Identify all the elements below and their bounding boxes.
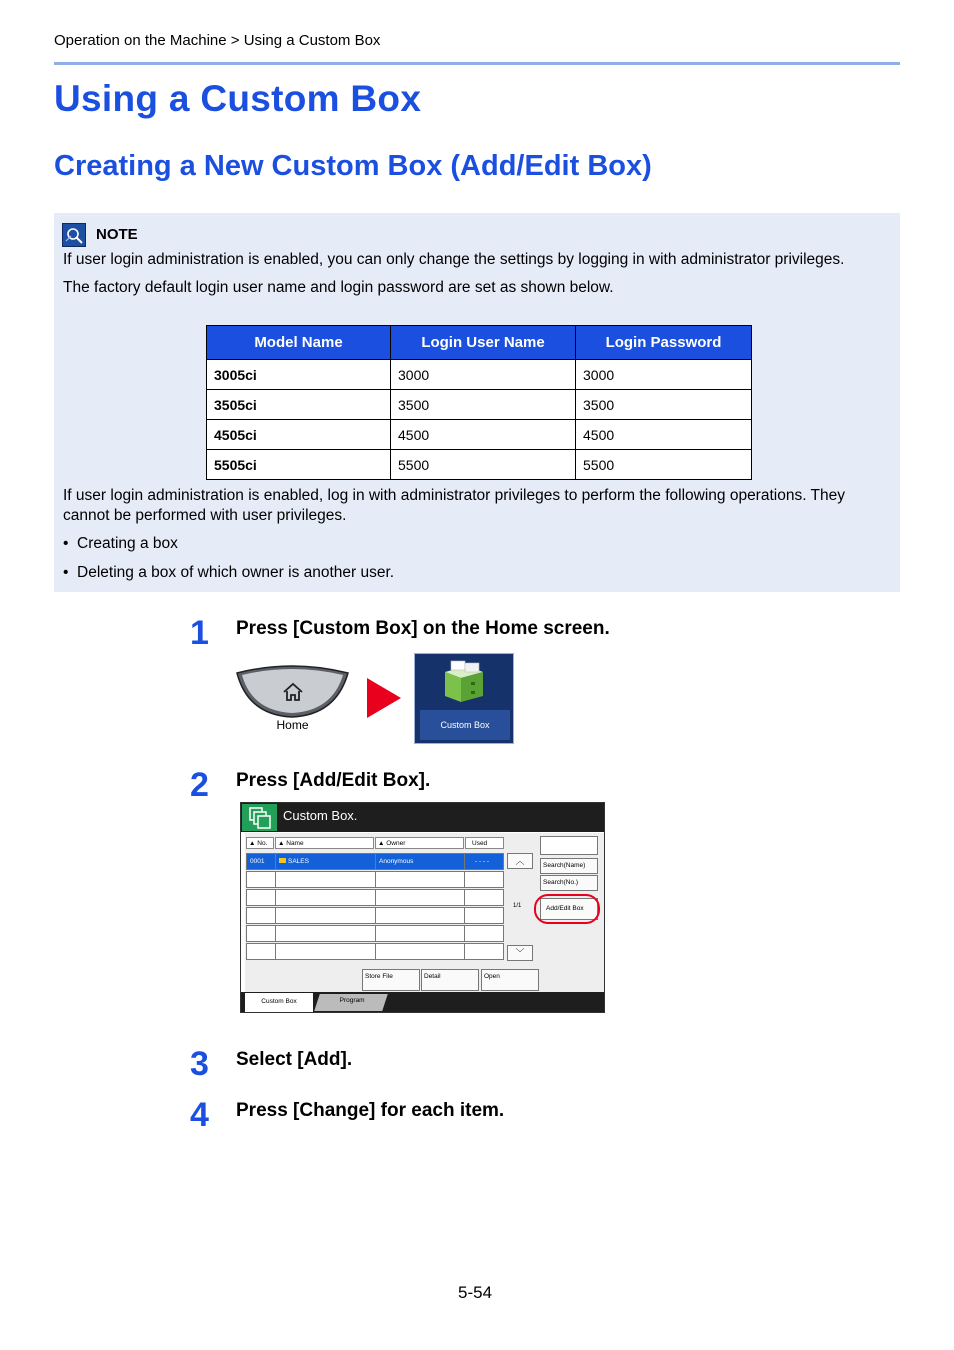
table-header: Login Password xyxy=(576,326,752,360)
header-divider xyxy=(54,62,900,65)
step-text: Press [Change] for each item. xyxy=(236,1100,505,1121)
bullet-text: Deleting a box of which owner is another user. xyxy=(77,564,395,581)
model-cell: 3005ci xyxy=(207,360,391,390)
highlight-circle xyxy=(534,894,600,924)
note-paragraph: cannot be performed with user privileges. xyxy=(63,507,347,524)
table-row[interactable] xyxy=(246,925,504,942)
step-text: Press [Custom Box] on the Home screen. xyxy=(236,618,610,639)
user-cell: 3000 xyxy=(391,360,576,390)
arrow-right-icon xyxy=(367,678,401,718)
step-number: 4 xyxy=(190,1096,209,1134)
note-paragraph: If user login administration is enabled, log in with administrator privileges to perform the following operations. They xyxy=(63,487,846,504)
column-header-owner[interactable]: ▲ Owner xyxy=(375,837,464,849)
column-label: No. xyxy=(257,840,268,847)
column-header-used[interactable] xyxy=(465,837,504,849)
table-row[interactable] xyxy=(246,853,504,870)
table-row[interactable] xyxy=(246,871,504,888)
row-name-text: SALES xyxy=(288,858,309,865)
column-label: Name xyxy=(286,840,304,847)
table-row[interactable] xyxy=(246,889,504,906)
search-field[interactable] xyxy=(540,836,598,855)
step-text: Press [Add/Edit Box]. xyxy=(236,770,431,791)
chevron-down-icon: ﹀ xyxy=(515,948,525,958)
column-header-name[interactable]: ▲ Name xyxy=(275,837,374,849)
search-name-button[interactable]: Search(Name) xyxy=(540,858,598,874)
scroll-up-button[interactable] xyxy=(507,853,533,869)
model-cell: 4505ci xyxy=(207,420,391,450)
user-cell: 3500 xyxy=(391,390,576,420)
box-cabinet-icon xyxy=(441,660,487,704)
note-paragraph: The factory default login user name and login password are set as shown below. xyxy=(63,279,614,296)
table-row xyxy=(207,390,752,420)
bullet-text: Creating a box xyxy=(77,535,178,552)
page-number: 5-54 xyxy=(458,1283,493,1302)
tab-custom-box[interactable]: Custom Box xyxy=(245,993,313,1013)
note-paragraph: If user login administration is enabled, you can only change the settings by logging in with administrator privileges. xyxy=(63,251,845,268)
folder-icon xyxy=(279,858,286,863)
table-row xyxy=(207,360,752,390)
row-owner: Anonymous xyxy=(376,854,465,869)
custom-box-icon xyxy=(242,804,277,831)
chevron-up-icon: ︿ xyxy=(515,856,525,866)
user-cell: 5500 xyxy=(391,450,576,480)
scroll-down-button[interactable] xyxy=(507,945,533,961)
open-button[interactable]: Open xyxy=(481,969,539,991)
password-cell: 3000 xyxy=(576,360,752,390)
column-label: Owner xyxy=(386,840,406,847)
custom-box-tile-label: Custom Box xyxy=(420,710,510,740)
password-cell: 5500 xyxy=(576,450,752,480)
detail-button[interactable]: Detail xyxy=(421,969,479,991)
table-row[interactable] xyxy=(246,907,504,924)
login-defaults-table xyxy=(206,325,752,480)
model-cell: 5505ci xyxy=(207,450,391,480)
page-title: Using a Custom Box xyxy=(54,78,422,119)
column-label: Used xyxy=(472,840,488,847)
step-number: 3 xyxy=(190,1045,209,1083)
store-file-button[interactable]: Store File xyxy=(362,969,420,991)
breadcrumb: Operation on the Machine > Using a Custom Box xyxy=(54,32,381,49)
home-key-label: Home xyxy=(276,718,309,732)
table-header: Login User Name xyxy=(391,326,576,360)
page-indicator: 1/1 xyxy=(513,903,522,909)
step-number: 1 xyxy=(190,614,209,652)
table-row xyxy=(207,420,752,450)
password-cell: 4500 xyxy=(576,420,752,450)
table-header: Model Name xyxy=(207,326,391,360)
column-header-no[interactable]: ▲ No. xyxy=(246,837,274,849)
home-icon xyxy=(282,682,304,702)
tab-program-label: Program xyxy=(339,997,365,1004)
bullet-item: • Creating a box xyxy=(63,535,178,552)
note-icon xyxy=(62,223,86,247)
bullet-item: • Deleting a box of which owner is another user. xyxy=(63,564,395,581)
note-label: NOTE xyxy=(96,226,138,243)
row-name xyxy=(276,854,376,869)
panel-title: Custom Box. xyxy=(283,808,358,823)
row-no: 0001 xyxy=(247,854,276,869)
step-text: Select [Add]. xyxy=(236,1049,353,1070)
step-number: 2 xyxy=(190,766,209,804)
table-row[interactable] xyxy=(246,943,504,960)
search-no-button[interactable]: Search(No.) xyxy=(540,875,598,891)
section-title: Creating a New Custom Box (Add/Edit Box) xyxy=(54,150,652,182)
user-cell: 4500 xyxy=(391,420,576,450)
row-used: - - - - xyxy=(475,858,490,865)
add-edit-box-button[interactable]: Add/Edit Box xyxy=(540,898,598,920)
tab-program[interactable] xyxy=(314,994,388,1011)
table-row xyxy=(207,450,752,480)
model-cell: 3505ci xyxy=(207,390,391,420)
password-cell: 3500 xyxy=(576,390,752,420)
